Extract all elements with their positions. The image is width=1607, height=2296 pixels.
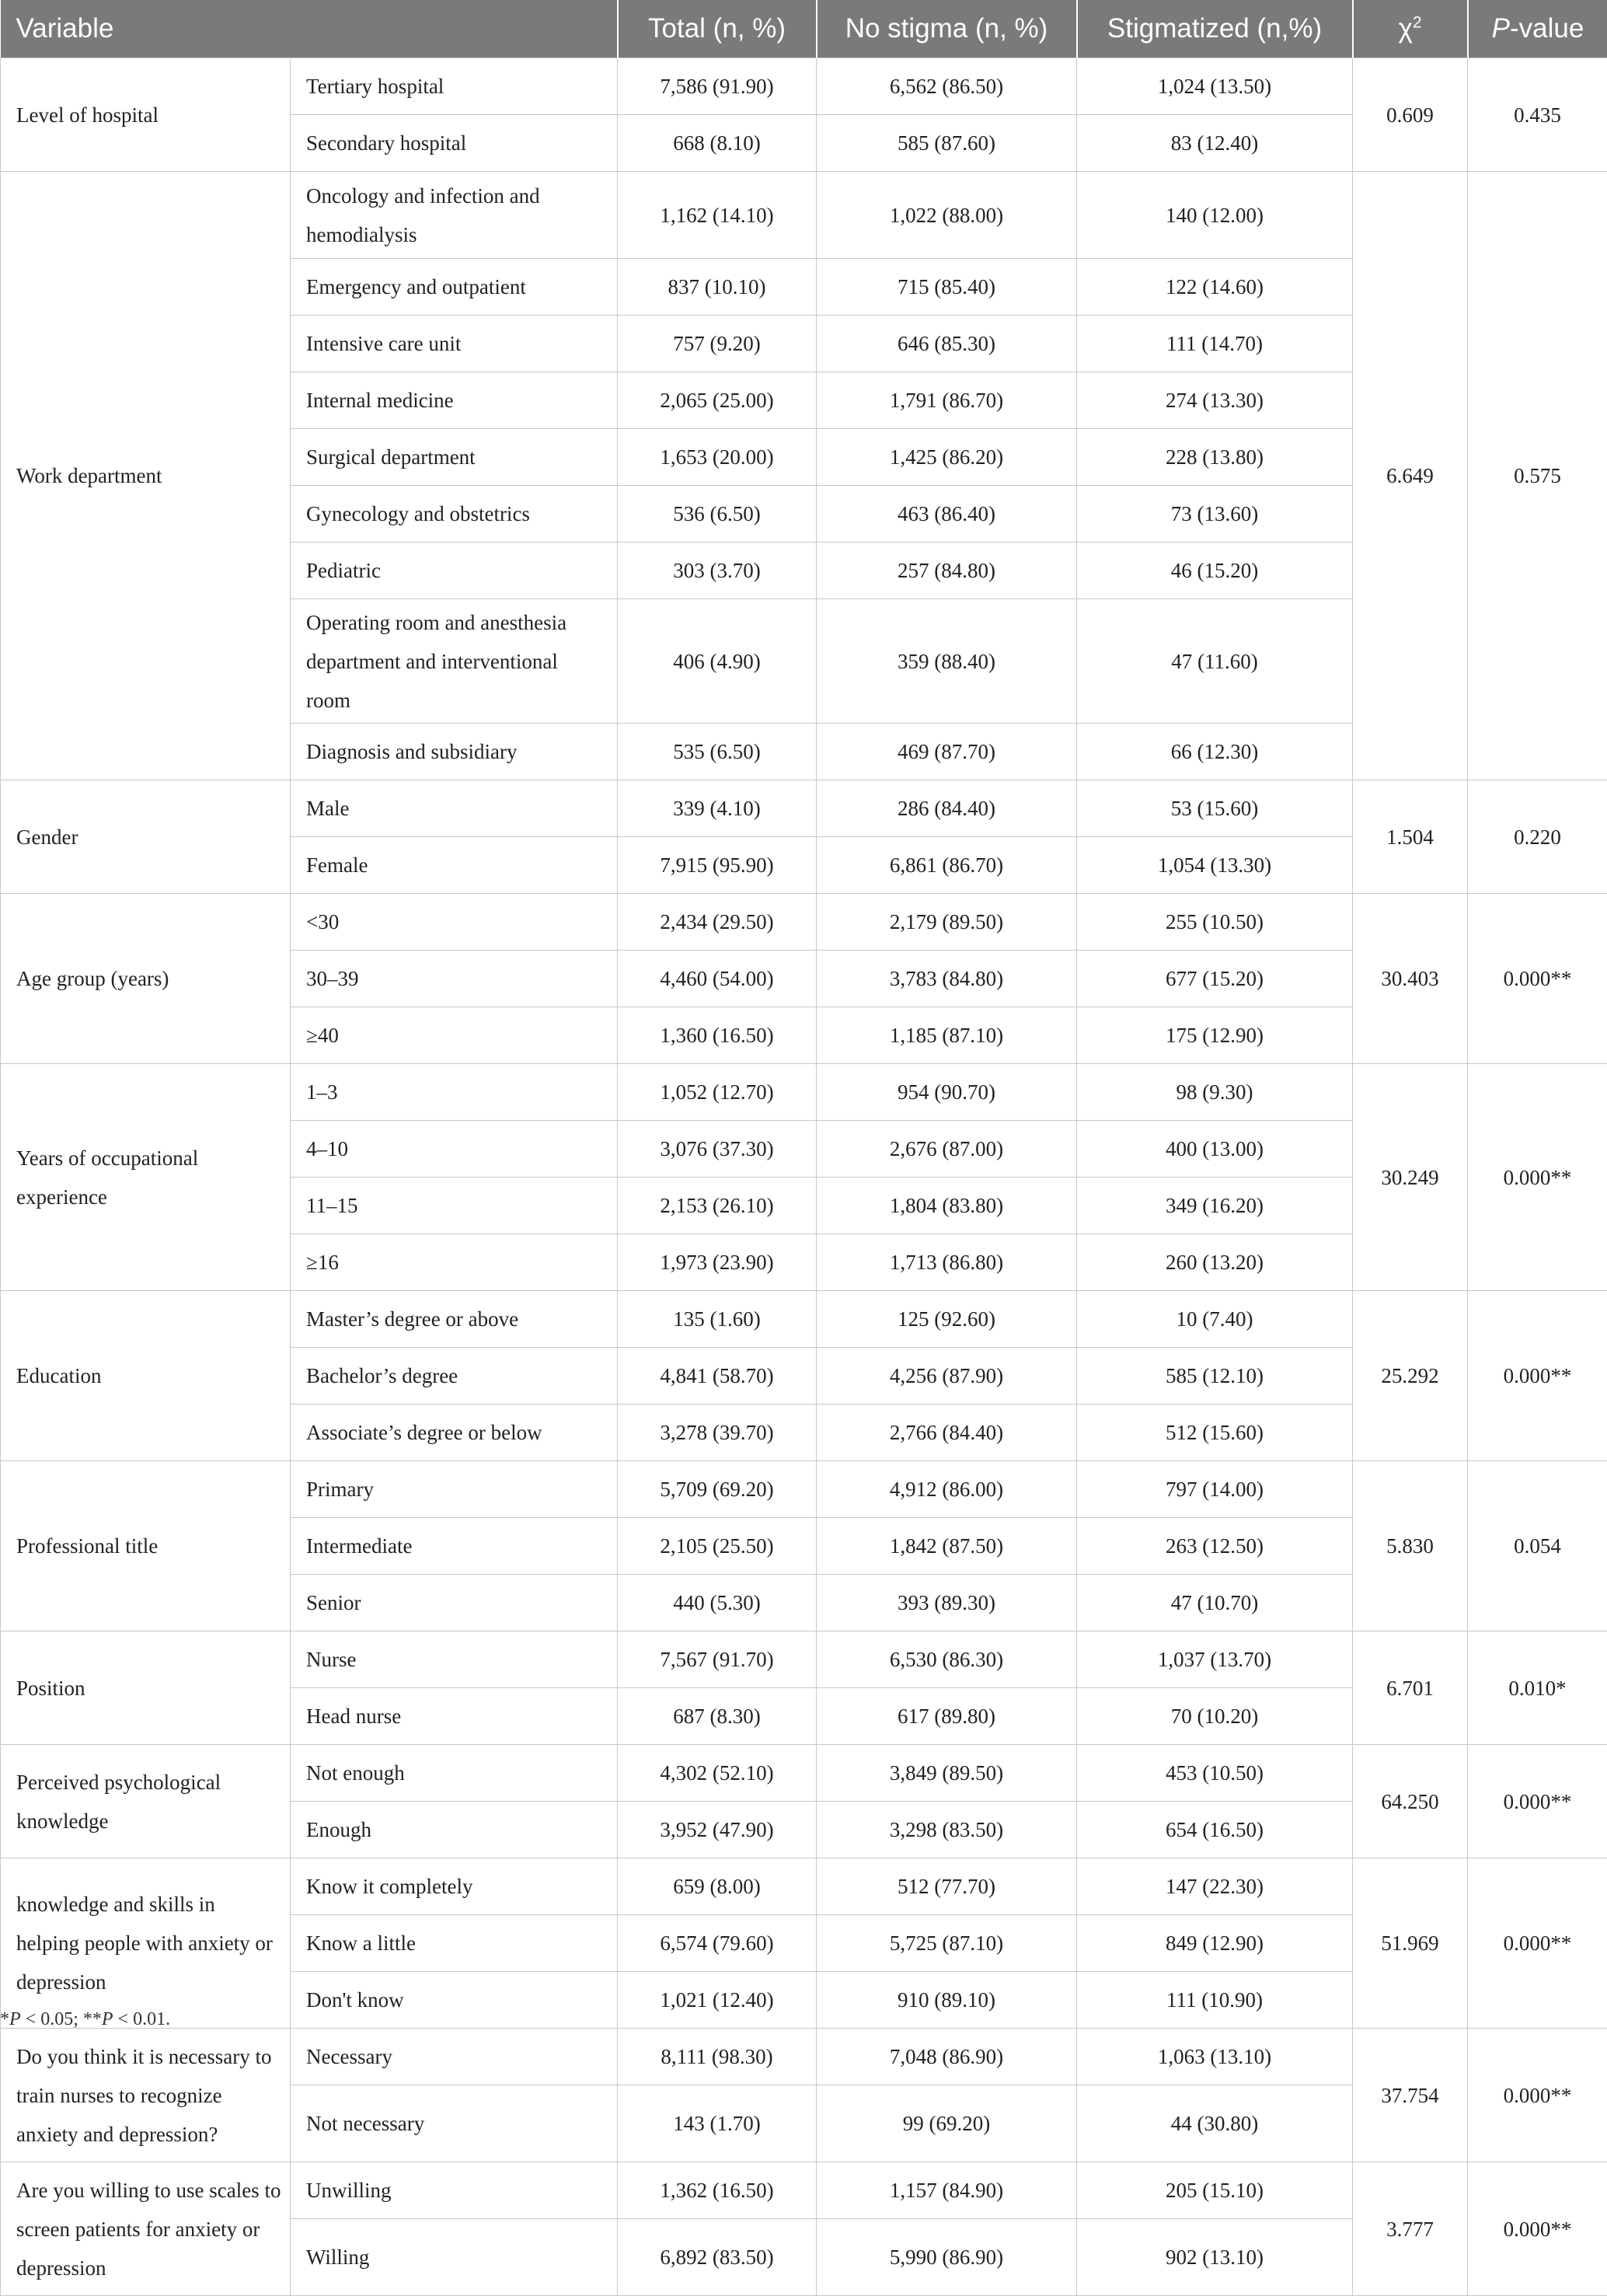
stigmatized-cell: 47 (11.60) bbox=[1077, 599, 1353, 724]
total-cell: 5,709 (69.20) bbox=[618, 1461, 817, 1518]
total-cell: 3,076 (37.30) bbox=[618, 1121, 817, 1178]
stigmatized-cell: 453 (10.50) bbox=[1077, 1745, 1353, 1802]
chi-square-cell: 6.649 bbox=[1353, 172, 1468, 780]
no-stigma-cell: 954 (90.70) bbox=[817, 1064, 1077, 1121]
stigmatized-cell: 255 (10.50) bbox=[1077, 894, 1353, 951]
category-cell: Surgical department bbox=[291, 429, 618, 486]
p-value-cell: 0.000** bbox=[1468, 1745, 1607, 1858]
total-cell: 6,892 (83.50) bbox=[618, 2219, 817, 2296]
no-stigma-cell: 6,530 (86.30) bbox=[817, 1631, 1077, 1688]
footnote-text-1: < 0.05; ** bbox=[21, 2009, 102, 2029]
total-cell: 837 (10.10) bbox=[618, 259, 817, 316]
variable-cell: Professional title bbox=[1, 1461, 291, 1631]
category-cell: Secondary hospital bbox=[291, 115, 618, 172]
footnote-p2: P bbox=[102, 2009, 113, 2029]
stigmatized-cell: 47 (10.70) bbox=[1077, 1575, 1353, 1631]
chi-square-cell: 30.249 bbox=[1353, 1064, 1468, 1291]
category-cell: Intensive care unit bbox=[291, 316, 618, 372]
stigmatized-cell: 228 (13.80) bbox=[1077, 429, 1353, 486]
footnote-text-2: < 0.01. bbox=[113, 2009, 171, 2029]
table-row bbox=[1, 2162, 1607, 2219]
no-stigma-cell: 6,861 (86.70) bbox=[817, 837, 1077, 894]
total-cell: 1,021 (12.40) bbox=[618, 1972, 817, 2029]
total-cell: 339 (4.10) bbox=[618, 780, 817, 837]
total-cell: 1,973 (23.90) bbox=[618, 1234, 817, 1291]
category-cell: Oncology and infection and hemodialysis bbox=[291, 172, 618, 259]
no-stigma-cell: 1,791 (86.70) bbox=[817, 372, 1077, 429]
footnote-p1: P bbox=[9, 2009, 21, 2029]
variable-cell: Gender bbox=[1, 780, 291, 894]
total-cell: 1,052 (12.70) bbox=[618, 1064, 817, 1121]
category-cell: Female bbox=[291, 837, 618, 894]
p-rest: -value bbox=[1510, 13, 1584, 44]
category-cell: Intermediate bbox=[291, 1518, 618, 1575]
variable-cell: Level of hospital bbox=[1, 58, 291, 172]
variable-cell: Are you willing to use scales to screen patients for anxiety or depression bbox=[1, 2162, 291, 2296]
stigmatized-cell: 111 (14.70) bbox=[1077, 316, 1353, 372]
p-value-cell: 0.000** bbox=[1468, 2162, 1607, 2296]
stigmatized-cell: 1,037 (13.70) bbox=[1077, 1631, 1353, 1688]
stigmatized-cell: 83 (12.40) bbox=[1077, 115, 1353, 172]
total-cell: 2,105 (25.50) bbox=[618, 1518, 817, 1575]
p-italic: P bbox=[1492, 13, 1510, 44]
chi-square-cell: 1.504 bbox=[1353, 780, 1468, 894]
stigmatized-cell: 263 (12.50) bbox=[1077, 1518, 1353, 1575]
category-cell: Emergency and outpatient bbox=[291, 259, 618, 316]
p-value-cell: 0.000** bbox=[1468, 2029, 1607, 2162]
variable-cell: Perceived psychological knowledge bbox=[1, 1745, 291, 1858]
category-cell: Primary bbox=[291, 1461, 618, 1518]
table-row bbox=[1, 1064, 1607, 1121]
total-cell: 135 (1.60) bbox=[618, 1291, 817, 1348]
header-stigmatized: Stigmatized (n,%) bbox=[1077, 0, 1353, 58]
total-cell: 2,065 (25.00) bbox=[618, 372, 817, 429]
category-cell: Bachelor’s degree bbox=[291, 1348, 618, 1404]
variable-cell: Age group (years) bbox=[1, 894, 291, 1064]
category-cell: Tertiary hospital bbox=[291, 58, 618, 115]
no-stigma-cell: 1,842 (87.50) bbox=[817, 1518, 1077, 1575]
stigmatized-cell: 98 (9.30) bbox=[1077, 1064, 1353, 1121]
p-value-cell: 0.000** bbox=[1468, 1064, 1607, 1291]
no-stigma-cell: 1,022 (88.00) bbox=[817, 172, 1077, 259]
table-row bbox=[1, 1858, 1607, 1915]
category-cell: 30–39 bbox=[291, 951, 618, 1007]
header-row bbox=[1, 0, 1607, 58]
stigmatized-cell: 53 (15.60) bbox=[1077, 780, 1353, 837]
table-body bbox=[1, 58, 1607, 2296]
total-cell: 4,841 (58.70) bbox=[618, 1348, 817, 1404]
category-cell: <30 bbox=[291, 894, 618, 951]
category-cell: 11–15 bbox=[291, 1178, 618, 1234]
stigmatized-cell: 66 (12.30) bbox=[1077, 724, 1353, 780]
p-value-cell: 0.054 bbox=[1468, 1461, 1607, 1631]
p-value-cell: 0.000** bbox=[1468, 894, 1607, 1064]
no-stigma-cell: 1,804 (83.80) bbox=[817, 1178, 1077, 1234]
stigmatized-cell: 654 (16.50) bbox=[1077, 1802, 1353, 1858]
no-stigma-cell: 1,425 (86.20) bbox=[817, 429, 1077, 486]
stigmatized-cell: 73 (13.60) bbox=[1077, 486, 1353, 543]
total-cell: 2,153 (26.10) bbox=[618, 1178, 817, 1234]
category-cell: Know a little bbox=[291, 1915, 618, 1972]
category-cell: ≥40 bbox=[291, 1007, 618, 1064]
total-cell: 7,567 (91.70) bbox=[618, 1631, 817, 1688]
p-value-cell: 0.010* bbox=[1468, 1631, 1607, 1745]
stigmatized-cell: 147 (22.30) bbox=[1077, 1858, 1353, 1915]
no-stigma-cell: 5,990 (86.90) bbox=[817, 2219, 1077, 2296]
chi-square-cell: 30.403 bbox=[1353, 894, 1468, 1064]
total-cell: 536 (6.50) bbox=[618, 486, 817, 543]
stigmatized-cell: 349 (16.20) bbox=[1077, 1178, 1353, 1234]
no-stigma-cell: 463 (86.40) bbox=[817, 486, 1077, 543]
total-cell: 303 (3.70) bbox=[618, 543, 817, 599]
stigmatized-cell: 585 (12.10) bbox=[1077, 1348, 1353, 1404]
no-stigma-cell: 1,157 (84.90) bbox=[817, 2162, 1077, 2219]
stigmatized-cell: 849 (12.90) bbox=[1077, 1915, 1353, 1972]
no-stigma-cell: 715 (85.40) bbox=[817, 259, 1077, 316]
header-variable: Variable bbox=[1, 0, 618, 58]
chi-superscript: 2 bbox=[1413, 13, 1422, 31]
no-stigma-cell: 2,766 (84.40) bbox=[817, 1404, 1077, 1461]
header-p-value bbox=[1468, 0, 1607, 58]
category-cell: Necessary bbox=[291, 2029, 618, 2085]
stigmatized-cell: 205 (15.10) bbox=[1077, 2162, 1353, 2219]
total-cell: 687 (8.30) bbox=[618, 1688, 817, 1745]
no-stigma-cell: 286 (84.40) bbox=[817, 780, 1077, 837]
no-stigma-cell: 3,783 (84.80) bbox=[817, 951, 1077, 1007]
no-stigma-cell: 6,562 (86.50) bbox=[817, 58, 1077, 115]
header-chi-square bbox=[1353, 0, 1468, 58]
chi-square-cell: 51.969 bbox=[1353, 1858, 1468, 2029]
total-cell: 1,162 (14.10) bbox=[618, 172, 817, 259]
stigmatized-cell: 70 (10.20) bbox=[1077, 1688, 1353, 1745]
stigmatized-cell: 1,024 (13.50) bbox=[1077, 58, 1353, 115]
no-stigma-cell: 646 (85.30) bbox=[817, 316, 1077, 372]
no-stigma-cell: 1,185 (87.10) bbox=[817, 1007, 1077, 1064]
footnote bbox=[0, 2009, 170, 2030]
total-cell: 668 (8.10) bbox=[618, 115, 817, 172]
variable-cell: Do you think it is necessary to train nurses to recognize anxiety and depression? bbox=[1, 2029, 291, 2162]
total-cell: 3,952 (47.90) bbox=[618, 1802, 817, 1858]
table-row bbox=[1, 1291, 1607, 1348]
category-cell: Don't know bbox=[291, 1972, 618, 2029]
stigmatized-cell: 512 (15.60) bbox=[1077, 1404, 1353, 1461]
total-cell: 8,111 (98.30) bbox=[618, 2029, 817, 2085]
category-cell: Operating room and anesthesia department and interventional room bbox=[291, 599, 618, 724]
chi-square-cell: 64.250 bbox=[1353, 1745, 1468, 1858]
no-stigma-cell: 585 (87.60) bbox=[817, 115, 1077, 172]
chi-square-cell: 3.777 bbox=[1353, 2162, 1468, 2296]
stigmatized-cell: 1,054 (13.30) bbox=[1077, 837, 1353, 894]
category-cell: ≥16 bbox=[291, 1234, 618, 1291]
table-row bbox=[1, 58, 1607, 115]
category-cell: Unwilling bbox=[291, 2162, 618, 2219]
stigmatized-cell: 797 (14.00) bbox=[1077, 1461, 1353, 1518]
p-value-cell: 0.575 bbox=[1468, 172, 1607, 780]
chi-square-cell: 25.292 bbox=[1353, 1291, 1468, 1461]
no-stigma-cell: 3,849 (89.50) bbox=[817, 1745, 1077, 1802]
chi-square-cell: 5.830 bbox=[1353, 1461, 1468, 1631]
variable-cell: Position bbox=[1, 1631, 291, 1745]
stigmatized-cell: 46 (15.20) bbox=[1077, 543, 1353, 599]
no-stigma-cell: 2,676 (87.00) bbox=[817, 1121, 1077, 1178]
total-cell: 6,574 (79.60) bbox=[618, 1915, 817, 1972]
p-value-cell: 0.435 bbox=[1468, 58, 1607, 172]
variable-cell: knowledge and skills in helping people with anxiety or depression bbox=[1, 1858, 291, 2029]
variable-cell: Work department bbox=[1, 172, 291, 780]
category-cell: 4–10 bbox=[291, 1121, 618, 1178]
category-cell: Not necessary bbox=[291, 2085, 618, 2162]
category-cell: 1–3 bbox=[291, 1064, 618, 1121]
no-stigma-cell: 1,713 (86.80) bbox=[817, 1234, 1077, 1291]
footnote-star: * bbox=[0, 2009, 9, 2029]
stigmatized-cell: 902 (13.10) bbox=[1077, 2219, 1353, 2296]
total-cell: 757 (9.20) bbox=[618, 316, 817, 372]
category-cell: Know it completely bbox=[291, 1858, 618, 1915]
no-stigma-cell: 4,256 (87.90) bbox=[817, 1348, 1077, 1404]
stigmatized-cell: 260 (13.20) bbox=[1077, 1234, 1353, 1291]
total-cell: 4,460 (54.00) bbox=[618, 951, 817, 1007]
category-cell: Diagnosis and subsidiary bbox=[291, 724, 618, 780]
stigmatized-cell: 111 (10.90) bbox=[1077, 1972, 1353, 2029]
total-cell: 1,653 (20.00) bbox=[618, 429, 817, 486]
total-cell: 440 (5.30) bbox=[618, 1575, 817, 1631]
total-cell: 7,586 (91.90) bbox=[618, 58, 817, 115]
category-cell: Not enough bbox=[291, 1745, 618, 1802]
total-cell: 2,434 (29.50) bbox=[618, 894, 817, 951]
no-stigma-cell: 5,725 (87.10) bbox=[817, 1915, 1077, 1972]
no-stigma-cell: 617 (89.80) bbox=[817, 1688, 1077, 1745]
no-stigma-cell: 99 (69.20) bbox=[817, 2085, 1077, 2162]
no-stigma-cell: 512 (77.70) bbox=[817, 1858, 1077, 1915]
total-cell: 1,360 (16.50) bbox=[618, 1007, 817, 1064]
total-cell: 535 (6.50) bbox=[618, 724, 817, 780]
p-value-cell: 0.000** bbox=[1468, 1858, 1607, 2029]
no-stigma-cell: 4,912 (86.00) bbox=[817, 1461, 1077, 1518]
table-row bbox=[1, 780, 1607, 837]
category-cell: Enough bbox=[291, 1802, 618, 1858]
stigmatized-cell: 122 (14.60) bbox=[1077, 259, 1353, 316]
no-stigma-cell: 3,298 (83.50) bbox=[817, 1802, 1077, 1858]
category-cell: Internal medicine bbox=[291, 372, 618, 429]
total-cell: 3,278 (39.70) bbox=[618, 1404, 817, 1461]
no-stigma-cell: 2,179 (89.50) bbox=[817, 894, 1077, 951]
p-value-cell: 0.000** bbox=[1468, 1291, 1607, 1461]
stigmatized-cell: 677 (15.20) bbox=[1077, 951, 1353, 1007]
table-row bbox=[1, 2029, 1607, 2085]
p-value-cell: 0.220 bbox=[1468, 780, 1607, 894]
total-cell: 659 (8.00) bbox=[618, 1858, 817, 1915]
chi-square-cell: 0.609 bbox=[1353, 58, 1468, 172]
category-cell: Male bbox=[291, 780, 618, 837]
header-no-stigma: No stigma (n, %) bbox=[817, 0, 1077, 58]
stigmatized-cell: 274 (13.30) bbox=[1077, 372, 1353, 429]
table-row bbox=[1, 1631, 1607, 1688]
table-row bbox=[1, 1461, 1607, 1518]
category-cell: Gynecology and obstetrics bbox=[291, 486, 618, 543]
total-cell: 4,302 (52.10) bbox=[618, 1745, 817, 1802]
no-stigma-cell: 469 (87.70) bbox=[817, 724, 1077, 780]
table-row bbox=[1, 172, 1607, 259]
stigmatized-cell: 10 (7.40) bbox=[1077, 1291, 1353, 1348]
header-total: Total (n, %) bbox=[618, 0, 817, 58]
chi-square-cell: 6.701 bbox=[1353, 1631, 1468, 1745]
stigmatized-cell: 400 (13.00) bbox=[1077, 1121, 1353, 1178]
chi-symbol: χ bbox=[1398, 13, 1412, 44]
category-cell: Associate’s degree or below bbox=[291, 1404, 618, 1461]
no-stigma-cell: 125 (92.60) bbox=[817, 1291, 1077, 1348]
stigmatized-cell: 175 (12.90) bbox=[1077, 1007, 1353, 1064]
total-cell: 143 (1.70) bbox=[618, 2085, 817, 2162]
no-stigma-cell: 257 (84.80) bbox=[817, 543, 1077, 599]
variable-cell: Years of occupational experience bbox=[1, 1064, 291, 1291]
total-cell: 7,915 (95.90) bbox=[618, 837, 817, 894]
total-cell: 406 (4.90) bbox=[618, 599, 817, 724]
category-cell: Pediatric bbox=[291, 543, 618, 599]
table-row bbox=[1, 1745, 1607, 1802]
no-stigma-cell: 7,048 (86.90) bbox=[817, 2029, 1077, 2085]
stigmatized-cell: 140 (12.00) bbox=[1077, 172, 1353, 259]
category-cell: Senior bbox=[291, 1575, 618, 1631]
variable-cell: Education bbox=[1, 1291, 291, 1461]
no-stigma-cell: 910 (89.10) bbox=[817, 1972, 1077, 2029]
category-cell: Nurse bbox=[291, 1631, 618, 1688]
category-cell: Willing bbox=[291, 2219, 618, 2296]
category-cell: Master’s degree or above bbox=[291, 1291, 618, 1348]
no-stigma-cell: 393 (89.30) bbox=[817, 1575, 1077, 1631]
stigmatized-cell: 1,063 (13.10) bbox=[1077, 2029, 1353, 2085]
chi-square-cell: 37.754 bbox=[1353, 2029, 1468, 2162]
table-row bbox=[1, 894, 1607, 951]
stigmatized-cell: 44 (30.80) bbox=[1077, 2085, 1353, 2162]
total-cell: 1,362 (16.50) bbox=[618, 2162, 817, 2219]
category-cell: Head nurse bbox=[291, 1688, 618, 1745]
no-stigma-cell: 359 (88.40) bbox=[817, 599, 1077, 724]
